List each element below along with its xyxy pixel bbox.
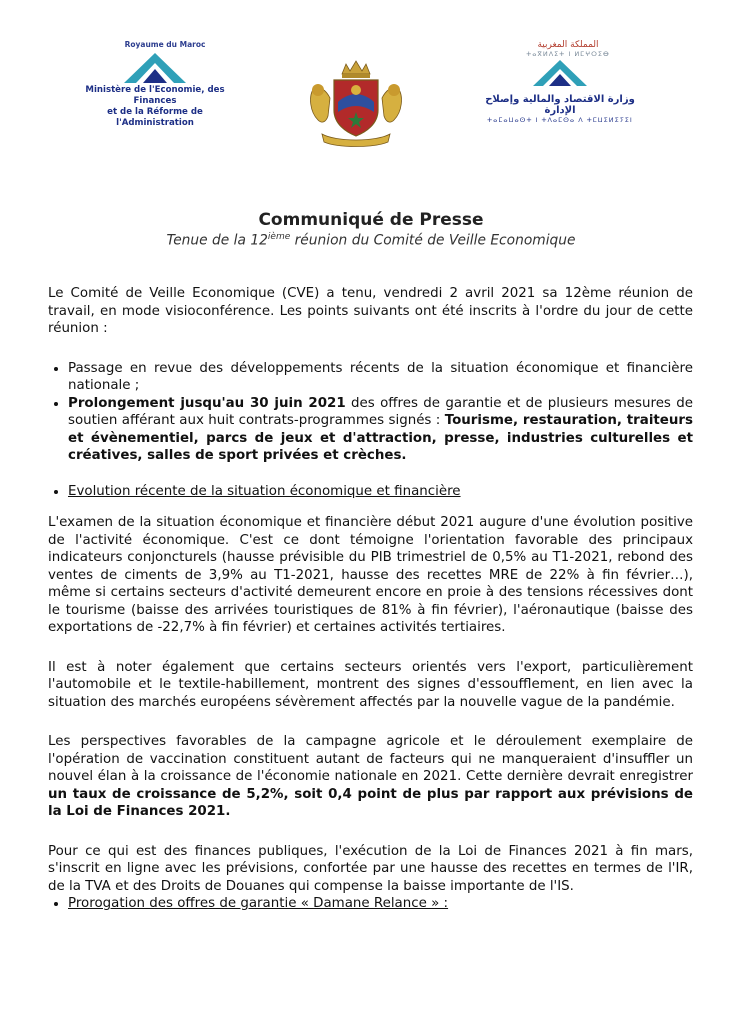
ministry-name-arabic: وزارة الاقتصاد والمالية وإصلاح الإدارة <box>485 94 635 116</box>
agenda-text: des offres de garantie et de plusieurs mesures de soutien afférant aux huit contrats-programmes signés : <box>68 395 693 428</box>
subtitle-prefix: Tenue de la 12 <box>166 232 268 249</box>
ministry-name-line2: et de la Réforme de l'Administration <box>107 107 203 128</box>
section-heading-list <box>48 895 693 913</box>
ministry-name-line1: Ministère de l'Economie, des Finances <box>85 85 225 106</box>
growth-rate-highlight: un taux de croissance de 5,2%, soit 0,4 point de plus par rapport aux prévisions de la Loi de Finances 2021. <box>48 786 693 819</box>
kingdom-label-tifinagh: ⵜⴰⴳⵍⴷⵉⵜ ⵏ ⵍⵎⵖⵔⵉⴱ <box>526 50 610 58</box>
agenda-sectors: Tourisme, restauration, traiteurs et évènementiel, parcs de jeux et d'attraction, presse, industries culturelles et créatives, salles de sport privées et crèches. <box>68 413 693 463</box>
subtitle-suffix: réunion du Comité de Veille Economique <box>290 232 576 249</box>
economic-situation-paragraph: L'examen de la situation économique et financière début 2021 augure d'une évolution positive de l'activité économique. C'est ce dont témoigne l'orientation favorable des principaux indicateurs conjoncturels (hausse prévisible du PIB trimestriel de 0,5% au T1-2021, rebond des ventes de ciments de 3,9% au T1-2021, hausse des recettes MRE de 22% à fin février…), même si certains secteurs d'activité demeurent encore en proie à des tensions récessives dont le tourisme (baisse des arrivées touristiques de 81% à fin février), l'aéronautique (baisse des exportations de -22,7% à fin février) et certaines activités tertiaires. <box>48 515 693 635</box>
agenda-item <box>68 395 693 465</box>
kingdom-label-arabic: المملكة المغربية <box>537 40 599 50</box>
section-heading-text: Prorogation des offres de garantie « Damane Relance » : <box>68 896 449 911</box>
royal-coat-of-arms-icon <box>300 58 412 148</box>
document-title: Communiqué de Presse <box>258 210 484 230</box>
ministry-name-tifinagh: ⵜⴰⵎⴰⵡⴰⵙⵜ ⵏ ⵜⴷⴰⵎⵙⴰ ⴷ ⵜⵎⵡⵉⵍⵉⵢⵉⵏ <box>487 116 633 124</box>
public-finances-paragraph: Pour ce qui est des finances publiques, l'exécution de la Loi de Finances 2021 à fin mars, s'inscrit en ligne avec les prévisions, confortée par une hausse des recettes en termes de l'IR, de la TVA et des Droits de Douanes qui compense la baisse importante de l'IS. <box>48 843 693 894</box>
agenda-item: • Passage en revue des développements récents de la situation économique et financière nationale ; <box>68 360 693 395</box>
document-body <box>48 285 693 913</box>
intro-paragraph: Le Comité de Veille Economique (CVE) a tenu, vendredi 2 avril 2021 sa 12ème réunion de travail, en mode visioconférence. Les points suivants ont été inscrits à l'ordre du jour de cette réunion : <box>48 286 693 336</box>
agenda-deadline: Prolongement jusqu'au 30 juin 2021 <box>68 395 346 411</box>
growth-text: Les perspectives favorables de la campagne agricole et le déroulement exemplaire de l'opération de vaccination constituent autant de facteurs qui ne manqueraient d'insuffler un nouvel élan à la croissance de l'économie nationale en 2021. Cette dernière devrait enregistrer <box>48 734 693 784</box>
document-header <box>0 0 742 160</box>
subtitle-ordinal: ième <box>267 232 291 242</box>
ministry-triangle-icon <box>529 58 591 88</box>
kingdom-label: Royaume du Maroc <box>124 40 206 49</box>
section-heading <box>68 483 693 501</box>
document-subtitle <box>0 232 742 249</box>
section-heading <box>68 895 693 913</box>
export-sectors-paragraph: Il est à noter également que certains secteurs orientés vers l'export, particulièrement l'automobile et le textile-habillement, montrent des signes d'essoufflement, en lien avec la situation des marchés européens sévèrement affectés par la nouvelle vague de la pandémie. <box>48 659 693 710</box>
ministry-triangle-icon <box>120 51 190 85</box>
section-heading-list <box>48 483 693 501</box>
agenda-list <box>48 360 693 465</box>
growth-outlook-paragraph <box>48 733 693 821</box>
section-heading-text: Evolution récente de la situation économique et financière <box>68 483 461 499</box>
ministry-logo-right <box>480 40 640 130</box>
ministry-logo-left <box>70 40 240 130</box>
